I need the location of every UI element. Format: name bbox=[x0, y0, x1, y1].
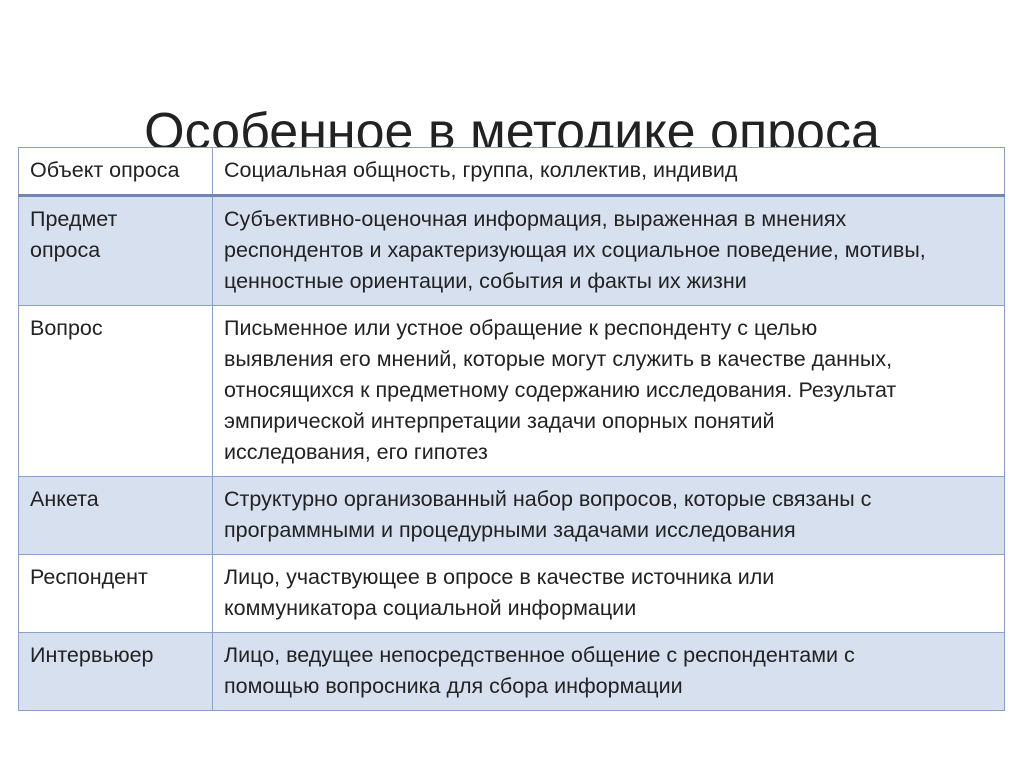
definition-line: исследования, его гипотез bbox=[224, 440, 488, 464]
term-line: Вопрос bbox=[30, 316, 103, 340]
definition-line: Лицо, участвующее в опросе в качестве источника или bbox=[224, 565, 775, 589]
term-line: Предмет bbox=[30, 207, 118, 231]
term-line: Интервьюер bbox=[30, 643, 154, 667]
definition-line: коммуникатора социальной информации bbox=[224, 596, 637, 620]
term-cell: Объект опроса bbox=[19, 148, 213, 196]
table-row bbox=[19, 555, 1005, 633]
term-cell bbox=[19, 196, 213, 306]
definitions-table bbox=[18, 147, 1005, 711]
term-line: Респондент bbox=[30, 565, 148, 589]
definition-line: Структурно организованный набор вопросов, которые связаны с bbox=[224, 487, 872, 511]
term-cell bbox=[19, 306, 213, 477]
definition-line: ценностные ориентации, события и факты их жизни bbox=[224, 269, 747, 293]
table-row bbox=[19, 196, 1005, 306]
definition-cell bbox=[213, 477, 1005, 555]
definition-cell bbox=[213, 196, 1005, 306]
definition-line: Письменное или устное обращение к респонденту с целью bbox=[224, 316, 818, 340]
table-row-header bbox=[19, 148, 1005, 196]
definition-cell bbox=[213, 633, 1005, 711]
definition-line: программными и процедурными задачами исследования bbox=[224, 518, 796, 542]
table-row bbox=[19, 477, 1005, 555]
table-row bbox=[19, 306, 1005, 477]
definition-cell bbox=[213, 555, 1005, 633]
term-cell bbox=[19, 555, 213, 633]
definition-line: Лицо, ведущее непосредственное общение с респондентами с bbox=[224, 643, 855, 667]
definition-line: Субъективно-оценочная информация, выраженная в мнениях bbox=[224, 207, 847, 231]
term-line: Анкета bbox=[30, 487, 99, 511]
definition-line: относящихся к предметному содержанию исследования. Результат bbox=[224, 378, 897, 402]
table-row bbox=[19, 633, 1005, 711]
definition-cell bbox=[213, 306, 1005, 477]
definition-line: респондентов и характеризующая их социальное поведение, мотивы, bbox=[224, 238, 926, 262]
term-cell bbox=[19, 633, 213, 711]
definition-line: эмпирической интерпретации задачи опорных понятий bbox=[224, 409, 775, 433]
definition-line: помощью вопросника для сбора информации bbox=[224, 674, 683, 698]
slide-title: Особенное в методике опроса bbox=[144, 102, 880, 161]
term-cell bbox=[19, 477, 213, 555]
definition-line: выявления его мнений, которые могут служить в качестве данных, bbox=[224, 347, 893, 371]
definition-cell: Социальная общность, группа, коллектив, индивид bbox=[213, 148, 1005, 196]
term-line: опроса bbox=[30, 238, 101, 262]
